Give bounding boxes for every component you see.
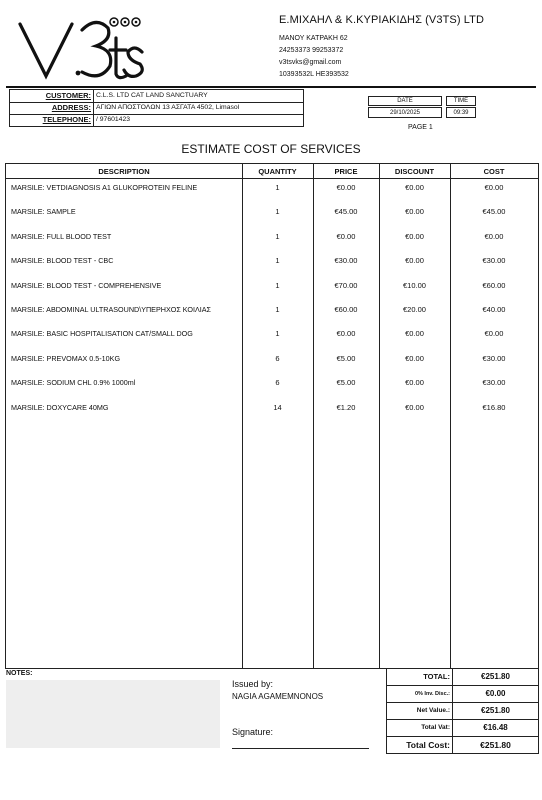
cell-price: €60.00 [334,305,358,314]
header-divider [6,86,536,88]
cell-description: MARSILE: PREVOMAX 0.5-10KG [11,353,121,363]
signature-label: Signature: [232,727,274,737]
company-address: ΜΑΝΟΥ ΚΑΤΡΑΚΗ 62 [279,35,348,42]
cell-discount: €0.00 [405,378,424,388]
company-phones: 24253373 99253372 [279,47,344,54]
address-value: ΑΓΙΩΝ ΑΠΟΣΤΟΛΩΝ 13 ΑΣΓΑΤΑ 4502, Limasol [96,104,240,111]
totals-box [386,668,539,754]
time-label: TIME [446,96,476,106]
cell-price: €30.00 [334,256,358,266]
cell-quantity: 14 [273,402,282,412]
cell-quantity: 1 [275,183,280,192]
cell-discount: €0.00 [405,256,424,266]
time-value: 09:39 [446,107,476,118]
cell-quantity: 1 [275,231,280,241]
total-label: TOTAL: [387,669,453,685]
invoice-discount-value: €0.00 [485,689,506,698]
cell-quantity: 1 [275,280,280,290]
document-title: ESTIMATE COST OF SERVICES [181,142,361,156]
total-vat-value: €16.48 [483,723,508,732]
cell-cost: €45.00 [482,207,506,217]
total-cost-value: €251.80 [480,740,511,750]
cell-description: MARSILE: BLOOD TEST - COMPREHENSIVE [11,280,162,290]
cell-cost: €30.00 [482,353,506,363]
col-header-cost: COST [450,164,538,179]
cell-cost: €60.00 [482,280,506,290]
total-row [387,669,538,686]
company-email[interactable]: v3tsvks@gmail.com [279,59,342,66]
cell-discount: €20.00 [403,305,426,314]
col-header-discount: DISCOUNT [379,164,450,179]
cell-description: MARSILE: DOXYCARE 40MG [11,402,109,412]
address-label: ADDRESS: [10,102,94,114]
notes-label: NOTES: [6,670,33,677]
customer-value: C.L.S. LTD CAT LAND SANCTUARY [96,92,208,99]
cell-price: €0.00 [336,329,356,339]
cell-price: €5.00 [336,353,356,363]
cell-price: €5.00 [336,378,356,388]
cell-description: MARSILE: BASIC HOSPITALISATION CAT/SMALL DOG [11,329,193,339]
cell-price: €70.00 [334,280,358,290]
col-header-description: DESCRIPTION [6,164,242,179]
company-name: Ε.ΜΙΧΑΗΛ & Κ.ΚΥΡΙΑΚΙΔΗΣ (V3TS) LTD [279,14,485,26]
cell-discount: €0.00 [405,207,424,217]
cell-cost: €30.00 [482,378,506,388]
issued-by-label: Issued by: [232,679,274,689]
col-header-price: PRICE [313,164,379,179]
telephone-label: TELEPHONE: [10,114,94,126]
signature-line [232,748,369,749]
total-cost-label: Total Cost: [387,737,453,753]
cell-description: MARSILE: VETDIAGNOSIS A1 GLUKOPROTEIN FELINE [11,183,198,192]
cell-description: MARSILE: FULL BLOOD TEST [11,231,112,241]
date-time-box [368,96,476,118]
cell-discount: €10.00 [403,280,426,290]
cell-discount: €0.00 [405,183,424,192]
cell-cost: €30.00 [482,256,506,266]
cell-cost: €40.00 [482,305,506,314]
cell-cost: €16.80 [482,402,506,412]
cell-cost: €0.00 [484,183,504,192]
col-header-quantity: QUANTITY [242,164,313,179]
cell-quantity: 1 [275,207,280,217]
net-value: €251.80 [481,706,510,715]
cell-discount: €0.00 [405,231,424,241]
cell-price: €45.00 [334,207,358,217]
cell-quantity: 6 [275,378,280,388]
telephone-row [10,114,303,126]
date-value: 29/10/2025 [368,107,442,118]
net-value-row [387,703,538,720]
total-value: €251.80 [481,672,510,681]
cell-cost: €0.00 [484,329,504,339]
notes-box [6,680,220,748]
customer-info-box [9,89,304,127]
cell-description: MARSILE: ABDOMINAL ULTRASOUND\ΥΠΕΡΗΧΟΣ ΚΟΙΛΙΑΣ [11,305,211,314]
cell-discount: €0.00 [405,329,424,339]
services-table [5,163,539,669]
cell-quantity: 1 [275,256,280,266]
cell-description: MARSILE: SAMPLE [11,207,76,217]
customer-label: CUSTOMER: [10,90,94,102]
total-cost-row [387,737,538,754]
company-logo [16,10,146,84]
cell-quantity: 1 [275,329,280,339]
cell-price: €1.20 [336,402,356,412]
cell-price: €0.00 [336,231,356,241]
net-value-label: Net Value.: [387,703,453,719]
page-number: PAGE 1 [408,124,433,131]
cell-cost: €0.00 [484,231,504,241]
cell-description: MARSILE: BLOOD TEST - CBC [11,256,114,266]
discount-row [387,686,538,703]
cell-quantity: 1 [275,305,280,314]
cell-description: MARSILE: SODIUM CHL 0.9% 1000ml [11,378,136,388]
total-vat-label: Total Vat: [387,720,453,736]
v3ts-logo-graphic [16,10,146,84]
cell-price: €0.00 [336,183,356,192]
telephone-value: / 97601423 [96,116,131,123]
invoice-discount-label: 0% Inv. Disc.: [387,686,453,702]
cell-discount: €0.00 [405,402,424,412]
total-vat-row [387,720,538,737]
cell-discount: €0.00 [405,353,424,363]
cell-quantity: 6 [275,353,280,363]
issued-by-name: NAGIA AGAMEMNONOS [232,692,324,701]
company-ids: 10393532L HE393532 [279,71,349,78]
date-label: DATE [368,96,442,106]
